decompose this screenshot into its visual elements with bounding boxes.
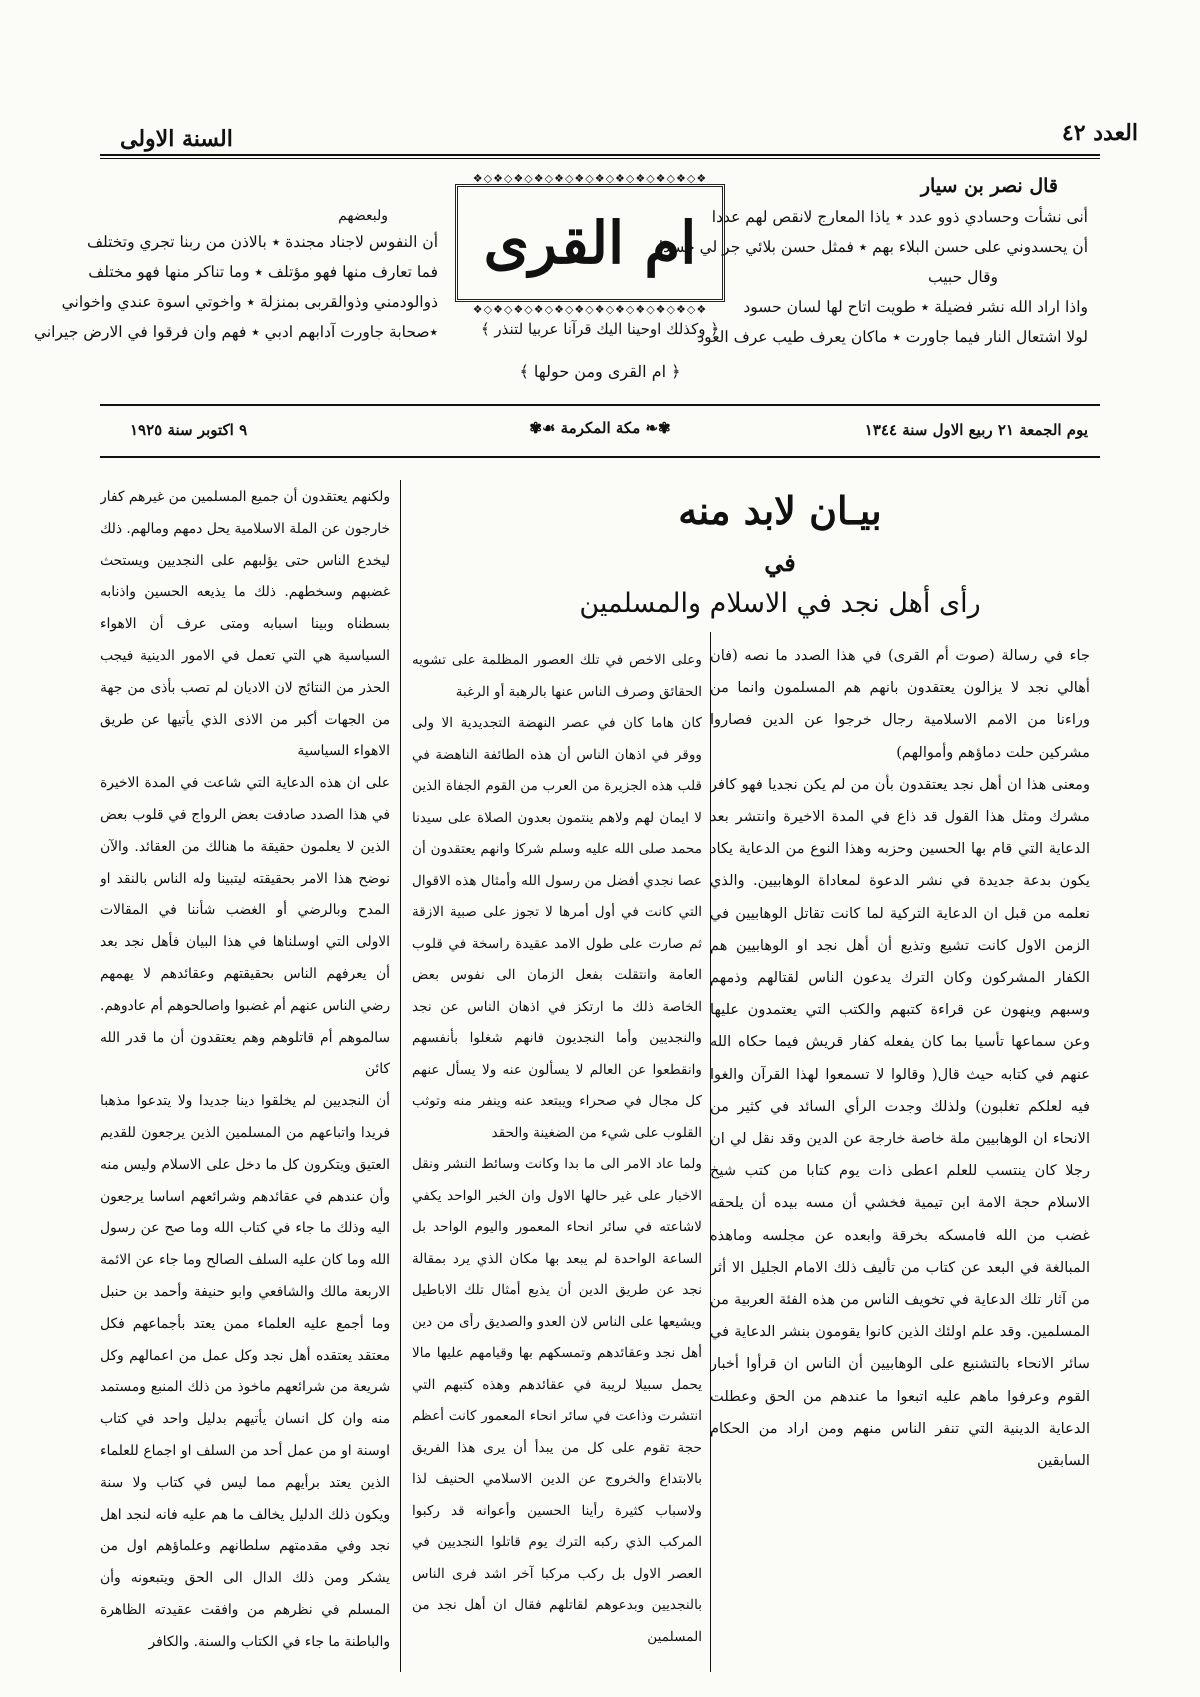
poem-left — [33, 205, 438, 347]
volume-year: السنة الاولى — [120, 126, 233, 152]
ornament-icon: ✾❧ — [640, 419, 671, 437]
masthead-ornament-top: ❖◇❖◇❖◇❖◇❖◇❖◇❖◇❖◇❖◇❖◇❖◇❖ — [472, 172, 708, 185]
article-title: بيـان لابد منه — [678, 488, 882, 533]
top-rule-2 — [100, 158, 1100, 159]
masthead-frame — [455, 184, 725, 302]
masthead-subtitle: ﴿ ام القرى ومن حولها ﴾ — [519, 362, 681, 381]
poem-line: واذا اراد الله نشر فضيلة ٭ طويت اتاح لها لسان حسود — [743, 298, 1088, 316]
poem-line: أنى نشأت وحسادي ذوو عدد ٭ ياذا المعارج لانقص لهم عددا — [711, 208, 1088, 226]
masthead-ornament-bottom: ❖◇❖◇❖◇❖◇❖◇❖◇❖◇❖◇❖◇❖◇❖◇❖ — [472, 303, 708, 316]
paragraph: وعلى الاخص في تلك العصور المظلمة على تشويه الحقائق وصرف الناس عنها بالرهبة أو الرغبة — [412, 652, 702, 700]
poem-line: وقال حبيب — [928, 268, 998, 286]
paragraph: ولكنهم يعتقدون أن جميع المسلمين من غيرهم كفار خارجون عن الملة الاسلامية يحل دمهم ومالهم. ذلك ليخدع الناس حتى يؤلبهم على النجديين ويستحث غضبهم وسخطهم. ذلك ما يذيعه الحسين واذنابه بسطناه وبينا اسبابه ومتى عرف أن الاهواء السياسية هي التي تعمل في الامور الدينية فيجب الحذر من النتائج لان الاديان لم تصب بأذى من جهة من الجهات أكبر من الاذى الذي يأتيها عن طريق الاهواء السياسية — [100, 489, 390, 760]
paragraph: أن النجديين لم يخلقوا دينا جديدا ولا يتدعوا مذهبا فريدا واتباعهم من المسلمين الذين يرجعون للقديم العتيق ويتكرون كل ما دخل على الاسلام وليس منه وأن عندهم في عقائدهم وشرائعهم اساسا يرجعون اليه وذلك ما جاء في كتاب الله وما صح عن رسول الله وما كان عليه السلف الصالح وما جاء عن الائمة الاربعة مالك والشافعي وابو حنيفة وأحمد بن حنبل وما أجمع عليه العلماء ممن يعتد بأجماعهم فكل معتقد يعتقده أهل نجد وكل عمل من اعمالهم وكل شريعة من شرائعهم ماخوذ من ذلك المنبع ومستمد منه وان كل انسان يأتيهم بدليل واحد في كتاب اوسنة او من عمل أحد من السلف او اجماع للعلماء الذين يعتد برأيهم مما ليس في كتاب ولا سنة ويكون ذلك الدليل يخالف ما هم عليه فانه لنجد اهل نجد وفي مقدمتهم سلطانهم وعلماؤهم اول من يشكر ومن ذلك الدال الى الحق ويتبعونه وأن المسلم في نظرهم من وافقت عقيدته الظاهرة والباطنة ما جاء في الكتاب والسنة. والكافر — [100, 1093, 390, 1650]
article-column-1 — [710, 640, 1090, 1670]
dateline-rule-top — [100, 404, 1100, 406]
paragraph: ومعنى هذا ان أهل نجد يعتقدون بأن من لم يكن نجديا فهو كافر مشرك ومثل هذا القول قد ذاع في المدة الاخيرة وانتشر بعد الدعاية التي قام بها الحسين وحزبه وهذا النوع من الدعاية يكاد يكون بدعة جديدة في نشر الدعوة لمعاداة الوهابيين. والذي نعلمه من قبل ان الدعاية التركية لما كانت تقاتل الوهابيين في الزمن الاول كانت تشيع وتذيع أن أهل نجد او الوهابيين هم الكفار المشركون وكان الترك يدعون الناس لقتالهم وذمهم وسبهم وينهون عن قراءة كتبهم والكتب التي يعتمدون عليها وعن سماعها تأسيا بما كان يفعله كفار قريش فيما حكاه الله عنهم في كتابه حيث قال( وقالوا لا تسمعوا لهذا القرآن والغوا فيه لعلكم تغلبون) ولذلك وجدت الرأي السائد في كثير من الانحاء ان الوهابيين ملة خاصة خارجة عن الدين وقد نقل لي ان رجلا كان ينتسب للعلم اعطى ذات يوم كتابا من كتب شيخ الاسلام حجة الامة ابن تيمية فخشي أن مسه بيده أن يلحقه غضب من الله فامسكه بخرقة وابعده عن مجلسه وماهذه المبالغة في البعد عن كتاب من تأليف ذلك الامام الجليل الا أثر من آثار تلك الدعاية في تخويف الناس من هذه الفئة العربية من المسلمين. وقد علم اولئك الذين كانوا يقومون بنشر الدعاية في سائر الانحاء بالتشنيع على الوهابيين أن الناس ان قرأوا أخبار القوم وعرفوا ماهم عليه اتبعوا ما عندهم من الحق وعطلت الدعاية الدينية التي تنفر الناس منهم ومن اراد من الحكام السابقين — [710, 775, 1090, 1470]
dateline-rule-bottom — [100, 456, 1100, 458]
dateline-hijri: يوم الجمعة ٢١ ربيع الاول سنة ١٣٤٤ — [864, 421, 1088, 439]
dateline-place — [470, 419, 730, 437]
poem-line: فما تعارف منها فهو مؤتلف ٭ وما تناكر منها فهو مختلف — [88, 263, 438, 281]
poem-line: أن النفوس لاجناد مجندة ٭ بالاذن من ربنا تجري وتختلف — [86, 233, 438, 251]
masthead-quran-verse: ﴿ وكذلك اوحينا اليك قرآنا عربيا لتنذر ﴾ — [480, 320, 720, 338]
poem-line: ٭صحابة جاورت آدابهم ادبي ٭ فهم وان فرقوا في الارض جيراني — [33, 323, 438, 341]
top-rule — [100, 154, 1100, 156]
poem-left-heading: ولبعضهم — [338, 208, 388, 224]
poem-line: لولا اشتعال النار فيما جاورت ٭ ماكان يعرف طيب عرف العود — [697, 328, 1088, 346]
article-connector: في — [764, 548, 796, 577]
masthead-title: ام القرى — [483, 209, 697, 277]
article-column-2 — [412, 645, 702, 1670]
place-name: مكة المكرمة — [560, 419, 641, 437]
article-subtitle: رأى أهل نجد في الاسلام والمسلمين — [579, 588, 981, 619]
dateline-gregorian: ٩ اكتوبر سنة ١٩٢٥ — [130, 421, 248, 439]
article-column-3 — [100, 482, 390, 1672]
poem-right — [658, 170, 1088, 352]
paragraph: ولما عاد الامر الى ما بدا وكانت وسائط النشر ونقل الاخبار على غير حالها الاول وان الخبر الواحد يكفي لاشاعته في سائر انحاء المعمور واليوم الواحد بل الساعة الواحدة لم يبعد بها مكان الذي يرد بمقالة نجد عن طريق الدين أن يذيع أمثال تلك الاباطيل ويشيعها على الناس لان العدو والصديق رأى من دين أهل نجد وعقائدهم وتمسكهم بها وقيامهم عليها مالا يحمل سبيلا لريبة في عقائدهم وهذه كتبهم التي انتشرت وذاعت في سائر انحاء المعمور كانت أعظم حجة تقوم على كل من يبدأ أن يرى هذا الفريق بالابتداع والخروج عن الدين الاسلامي الحنيف لذا ولاسباب كثيرة رأينا الحسين وأعوانه قد ركبوا المركب الذي ركبه الترك يوم قاتلوا النجديين في العصر الاول بل ركب مركبا آخر اشد فرى الناس بالنجديين وبدعوهم لقاتلهم فقال ان أهل نجد من المسلمين — [412, 1156, 702, 1645]
issue-number: العدد ٤٢ — [1061, 120, 1138, 146]
paragraph: كان هاما كان في عصر النهضة التجديدية الا ولى ووقر في اذهان الناس أن هذه الطائفة الناهضة في قلب هذه الجزيرة من العرب من القوم الجفاة الذين لا ايمان لهم ولاهم ينتمون بعدون الصلاة على سيدنا محمد صلى الله عليه وسلم شركا وانهم يعتقدون أن عصا نجدي أفضل من رسول الله وأمثال هذه الاقوال التي كانت في أول أمرها لا تجوز على صبية الازقة ثم صارت على طول الامد عقيدة راسخة في قلوب العامة وانتقلت بفعل الزمان الى نفوس بعض الخاصة ذلك ما ارتكز في اذهان الناس عن نجد والنجديين وأما النجديون فانهم شغلوا بأنفسهم وانقطعوا عن العالم لا يسألون عنه ولا يسأل عنهم كل مجال في صحراء ويبتعد عنه وينفر منه وتوثب القلوب على شيء من الضغينة والحقد — [412, 715, 702, 1141]
ornament-icon: ☙✾ — [529, 419, 561, 437]
column-divider — [400, 480, 401, 1672]
poem-right-heading: قال نصر بن سيار — [920, 175, 1058, 197]
paragraph: جاء في رسالة (صوت أم القرى) في هذا الصدد ما نصه (فان أهالي نجد لا يزالون يعتقدون بانهم هم المسلمون وانما من وراءنا من الامم الاسلامية رجال خرجوا عن الدين فصاروا مشركين حلت دماؤهم وأموالهم) — [710, 647, 1090, 761]
poem-line: ذوالودمني وذوالقربى بمنزلة ٭ واخوتي اسوة عندي واخواني — [61, 293, 438, 311]
paragraph: على ان هذه الدعاية التي شاعت في المدة الاخيرة في هذا الصدد صادفت بعض الرواج في قلوب بعض الذين لا يعلمون حقيقة ما هنالك من العقائد. والآن نوضح هذا الامر بحقيقته ليتبينا وله الناس بالنقد او المدح وبالرضي أو الغضب شأننا في المقالات الاولى التي اوسلناها في هذا البيان فأهل نجد بعد أن يعرفهم الناس بحقيقتهم وعقائدهم لا يهمهم رضي الناس عنهم أم غضبوا واصالحوهم أم عادوهم. سالموهم أم قاتلوهم وهم يعتقدون أن ما قدر الله كائن — [100, 775, 390, 1078]
poem-line: أن يحسدوني على حسن البلاء بهم ٭ فمثل حسن بلائي جر لي حسدا — [658, 238, 1088, 256]
